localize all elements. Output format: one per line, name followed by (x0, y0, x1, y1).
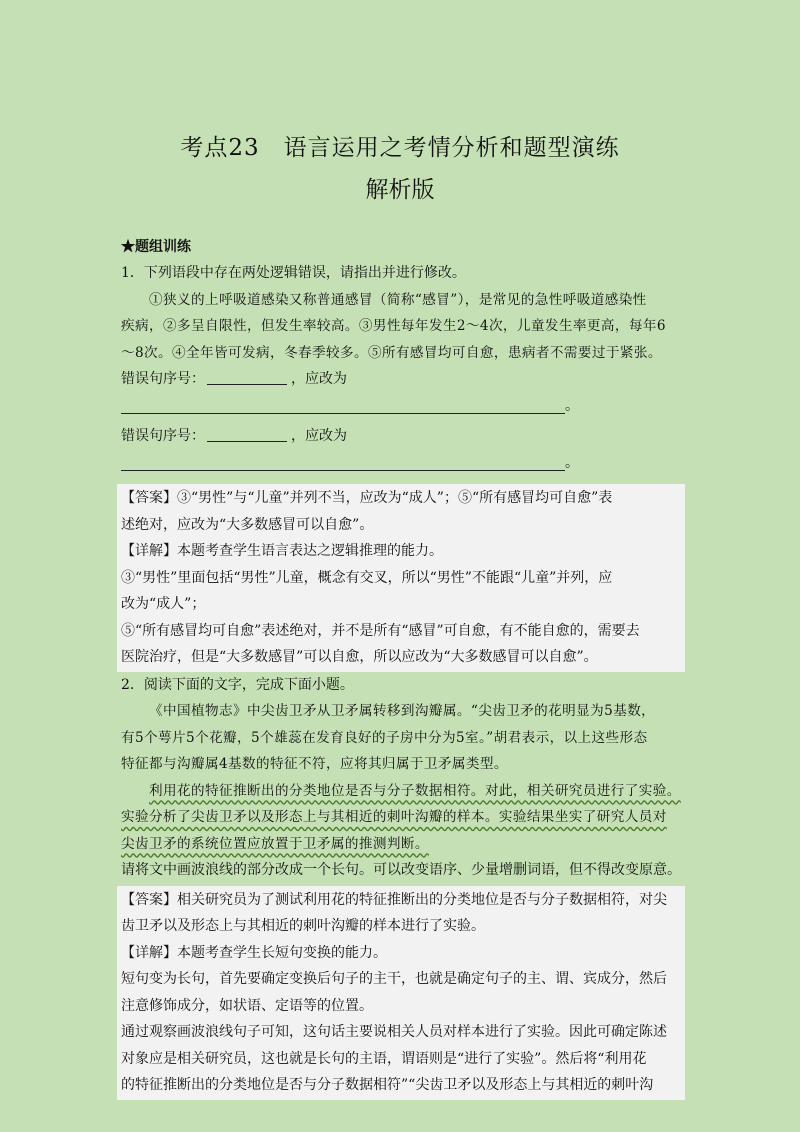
q2-answer-box (117, 886, 685, 1100)
answer-line: 齿卫矛以及形态上与其相近的刺叶沟瓣的样本进行了实验。 (121, 918, 485, 934)
answer-line: 的特征推断出的分类地位是否与分子数据相符”“尖齿卫矛以及形态上与其相近的刺叶沟 (121, 1077, 654, 1093)
correction-blank[interactable] (121, 393, 565, 414)
answer-line: 对象应是相关研究员，这也就是长句的主语，谓语则是“进行了实验”。然后将“利用花 (121, 1050, 647, 1067)
section-label: ★题组训练 (121, 239, 191, 255)
title-block (0, 132, 800, 206)
blank-suffix: ，应改为 (291, 371, 347, 387)
answer-line: 【答案】相关研究员为了测试利用花的特征推断出的分类地位是否与分子数据相符，对尖 (121, 891, 667, 908)
q1-answer-line-row (121, 393, 681, 420)
answer-line: 短句变为长句，首先要确定变换后句子的主干，也就是确定句子的主、谓、宾成分，然后 (121, 971, 667, 987)
q2-passage-line: 《中国植物志》中尖齿卫矛从卫矛属转移到沟瓣属。“尖齿卫矛的花明显为5基数， (149, 703, 656, 719)
wavy-text: 实验分析了尖齿卫矛以及形态上与其相近的刺叶沟瓣的样本。实验结果坐实了研究人员对 (121, 809, 667, 825)
wavy-text: 尖齿卫矛的系统位置应放置于卫矛属的推测判断。 (121, 835, 429, 852)
correction-blank[interactable] (121, 450, 565, 471)
q1-blank-row (121, 423, 681, 450)
q2-passage-line: 有5个萼片5个花瓣，5个雄蕊在发育良好的子房中分为5室。”胡君表示，以上这些形态 (121, 729, 648, 746)
answer-line: 【详解】本题考查学生语言表达之逻辑推理的能力。 (121, 543, 443, 559)
q1-passage-line: 疾病，②多呈自限性，但发生率较高。③男性每年发生2～4次，儿童发生率更高，每年6 (121, 318, 666, 334)
q1-passage-line: ①狭义的上呼吸道感染又称普通感冒（简称“感冒”），是常见的急性呼吸道感染性 (149, 291, 647, 308)
blank-suffix: ，应改为 (291, 428, 347, 444)
answer-line: ③“男性”里面包括“男性”儿童，概念有交叉，所以“男性”不能跟“儿童”并列，应 (121, 569, 613, 586)
wavy-text: 利用花的特征推断出的分类地位是否与分子数据相符。对此，相关研究员进行了实验。 (149, 782, 681, 799)
answer-line: 【答案】③“男性”与“儿童”并列不当，应改为“成人”；⑤“所有感冒均可自愈”表 (121, 490, 613, 506)
answer-line: 改为“成人”； (121, 596, 206, 612)
q1-answer-box (117, 484, 685, 672)
answer-line: 医院治疗，但是“大多数感冒”可以自愈，所以应改为“大多数感冒可以自愈”。 (121, 649, 598, 665)
q1-answer-line-row (121, 450, 681, 477)
end-mark: 。 (565, 397, 579, 414)
answer-line: 通过观察画波浪线句子可知，这句话主要说相关人员对样本进行了实验。因此可确定陈述 (121, 1024, 667, 1040)
end-mark: 。 (565, 454, 579, 471)
q1-passage-line: ～8次。④全年皆可发病，冬春季较多。⑤所有感冒均可自愈，患病者不需要过于紧张。 (121, 344, 662, 361)
answer-line: 注意修饰成分，如状语、定语等的位置。 (121, 997, 373, 1014)
answer-line: 【详解】本题考查学生长短句变换的能力。 (121, 944, 387, 961)
q2-wavy-line (121, 778, 681, 805)
page-subtitle: 解析版 (365, 177, 435, 203)
content (121, 234, 681, 1100)
q1-blank-row (121, 366, 681, 393)
page-title: 考点23 语言运用之考情分析和题型演练 (180, 135, 620, 161)
sentence-number-blank[interactable] (207, 368, 287, 385)
q2-instruction: 请将文中画波浪线的部分改成一个长句。可以改变语序、少量增删词语，但不得改变原意。 (121, 862, 681, 878)
answer-line: 述绝对，应改为“大多数感冒可以自愈”。 (121, 516, 374, 533)
q2-wavy-line (121, 804, 681, 831)
q2-passage-line: 特征都与沟瓣属4基数的特征不符，应将其归属于卫矛属类型。 (121, 756, 508, 772)
blank-label: 错误句序号： (121, 371, 205, 387)
answer-line: ⑤“所有感冒均可自愈”表述绝对，并不是所有“感冒”可自愈，有不能自愈的，需要去 (121, 622, 640, 639)
sentence-number-blank[interactable] (207, 425, 287, 442)
q2-prompt: 2．阅读下面的文字，完成下面小题。 (121, 676, 354, 693)
q2-wavy-line (121, 831, 681, 858)
blank-label: 错误句序号： (121, 428, 205, 444)
q1-prompt: 1．下列语段中存在两处逻辑错误，请指出并进行修改。 (121, 265, 466, 281)
